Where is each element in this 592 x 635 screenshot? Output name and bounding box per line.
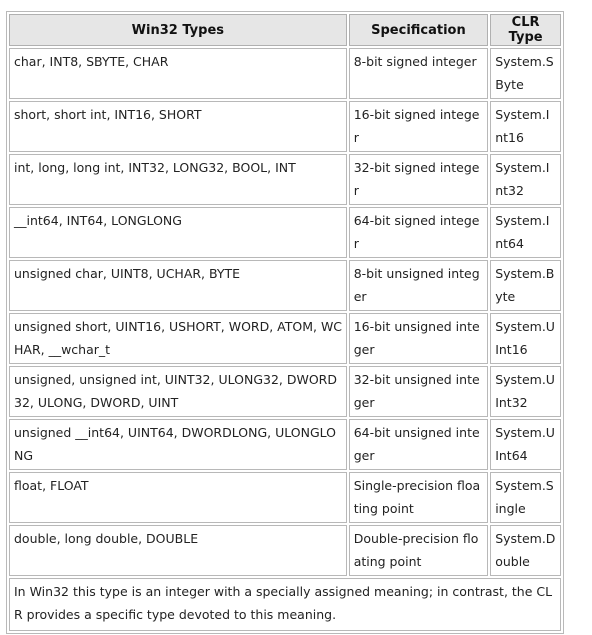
footnote-row	[9, 578, 561, 631]
clr-type-cell: System.Single	[490, 472, 561, 523]
win32-types-cell: unsigned char, UINT8, UCHAR, BYTE	[9, 260, 347, 311]
specification-cell: Single-precision floating point	[349, 472, 489, 523]
clr-type-cell: System.UInt16	[490, 313, 561, 364]
clr-type-cell: System.Int16	[490, 101, 561, 152]
win32-types-cell: char, INT8, SBYTE, CHAR	[9, 48, 347, 99]
header-row	[9, 14, 561, 46]
specification-cell: 8-bit signed integer	[349, 48, 489, 99]
win32-types-cell: float, FLOAT	[9, 472, 347, 523]
win32-types-cell: unsigned __int64, UINT64, DWORDLONG, ULONGLONG	[9, 419, 347, 470]
specification-cell: 32-bit signed integer	[349, 154, 489, 205]
win32-types-cell: __int64, INT64, LONGLONG	[9, 207, 347, 258]
clr-type-cell: System.Byte	[490, 260, 561, 311]
type-mapping-table	[6, 11, 564, 634]
footnote-cell: In Win32 this type is an integer with a specially assigned meaning; in contrast, the CLR provides a specific type devoted to this meaning.	[9, 578, 561, 631]
specification-cell: 64-bit unsigned integer	[349, 419, 489, 470]
clr-type-cell: System.Double	[490, 525, 561, 576]
specification-cell: 8-bit unsigned integer	[349, 260, 489, 311]
specification-cell: 32-bit unsigned integer	[349, 366, 489, 417]
clr-type-cell: System.UInt32	[490, 366, 561, 417]
header-specification: Specification	[349, 14, 489, 46]
table-row	[9, 472, 561, 523]
win32-types-cell: short, short int, INT16, SHORT	[9, 101, 347, 152]
table-row	[9, 366, 561, 417]
header-win32-types: Win32 Types	[9, 14, 347, 46]
table-row	[9, 525, 561, 576]
table-row	[9, 154, 561, 205]
specification-cell: 16-bit unsigned integer	[349, 313, 489, 364]
clr-type-cell: System.Int64	[490, 207, 561, 258]
specification-cell: 16-bit signed integer	[349, 101, 489, 152]
table-row	[9, 101, 561, 152]
win32-types-cell: double, long double, DOUBLE	[9, 525, 347, 576]
clr-type-cell: System.SByte	[490, 48, 561, 99]
specification-cell: 64-bit signed integer	[349, 207, 489, 258]
clr-type-cell: System.Int32	[490, 154, 561, 205]
table-row	[9, 419, 561, 470]
win32-types-cell: int, long, long int, INT32, LONG32, BOOL, INT	[9, 154, 347, 205]
header-clr-type: CLR Type	[490, 14, 561, 46]
table-row	[9, 260, 561, 311]
table-row	[9, 207, 561, 258]
specification-cell: Double-precision floating point	[349, 525, 489, 576]
win32-types-cell: unsigned, unsigned int, UINT32, ULONG32, DWORD32, ULONG, DWORD, UINT	[9, 366, 347, 417]
clr-type-cell: System.UInt64	[490, 419, 561, 470]
table-row	[9, 313, 561, 364]
win32-types-cell: unsigned short, UINT16, USHORT, WORD, ATOM, WCHAR, __wchar_t	[9, 313, 347, 364]
table-row	[9, 48, 561, 99]
